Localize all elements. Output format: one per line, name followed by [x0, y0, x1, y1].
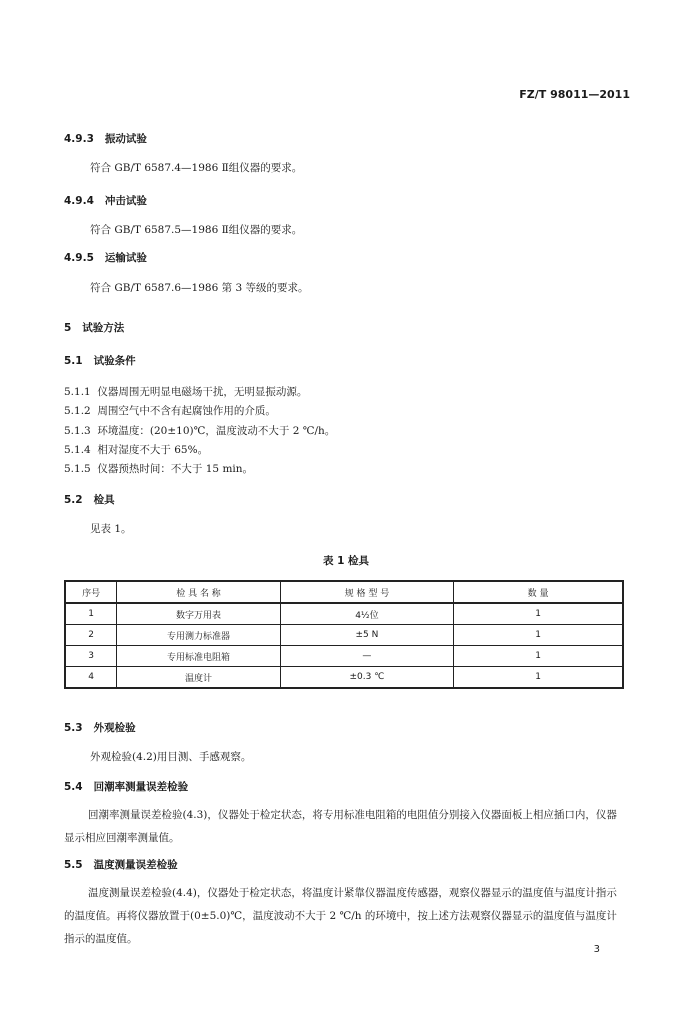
table-header-row	[65, 581, 623, 603]
section-4-9-5-heading	[64, 250, 147, 265]
list-item	[64, 461, 253, 476]
item-number: 5.1.5	[64, 463, 91, 475]
table-row	[65, 603, 623, 625]
table-cell: 数字万用表	[117, 603, 280, 625]
table-cell: ±5 N	[280, 625, 453, 646]
section-number: 5	[64, 322, 72, 334]
table-title: 表 1 检具	[322, 555, 370, 567]
section-title: 运输试验	[104, 252, 147, 264]
section-5-2-text: 见表 1。	[90, 523, 132, 535]
item-number: 5.1.1	[64, 386, 91, 398]
section-title: 冲击试验	[104, 195, 147, 207]
table-cell: —	[280, 646, 453, 667]
table-cell: 1	[65, 603, 117, 625]
section-title: 振动试验	[104, 133, 147, 145]
page-number: 3	[593, 944, 600, 955]
section-4-9-3-text: 符合 GB/T 6587.4—1986 Ⅱ组仪器的要求。	[90, 162, 303, 174]
section-number: 4.9.4	[64, 195, 94, 207]
item-text: 相对湿度不大于 65%。	[97, 444, 209, 456]
section-title: 温度测量误差检验	[93, 859, 178, 871]
table-row	[65, 625, 623, 646]
list-item	[64, 423, 335, 438]
table-cell: 1	[454, 667, 623, 689]
section-5-5-text: 温度测量误差检验(4.4)，仪器处于检定状态，将温度计紧靠仪器温度传感器，观察仪器显示的温度值与温度计指示的温度值。再将仪器放置于(0±5.0)℃，温度波动不大于 2 ℃/h 的环境中，按上述方法观察仪器显示的温度值与温度计指示的温度值。	[64, 887, 617, 945]
section-5-2-heading	[64, 492, 115, 507]
table-cell: 1	[454, 646, 623, 667]
section-5-4-heading	[64, 779, 188, 794]
table-cell: 1	[454, 603, 623, 625]
table-cell: 温度计	[117, 667, 280, 689]
table-cell: 专用标准电阻箱	[117, 646, 280, 667]
section-5-3-text: 外观检验(4.2)用目测、手感观察。	[90, 751, 252, 763]
section-5-4-text: 回潮率测量误差检验(4.3)，仪器处于检定状态，将专用标准电阻箱的电阻值分别接入仪器面板上相应插口内，仪器显示相应回潮率测量值。	[64, 809, 617, 844]
standard-number: FZ/T 98011—2011	[519, 88, 630, 101]
section-4-9-3-heading	[64, 131, 147, 146]
section-5-1-heading	[64, 353, 136, 368]
section-4-9-4-heading	[64, 193, 147, 208]
header-cell: 数 量	[454, 581, 623, 603]
table-row	[65, 667, 623, 689]
section-4-9-4-text: 符合 GB/T 6587.5—1986 Ⅱ组仪器的要求。	[90, 224, 303, 236]
header-cell: 序号	[65, 581, 117, 603]
table-cell: 4	[65, 667, 117, 689]
item-text: 环境温度：(20±10)℃，温度波动不大于 2 ℃/h。	[97, 425, 336, 437]
item-text: 仪器预热时间：不大于 15 min。	[97, 463, 254, 475]
section-number: 4.9.3	[64, 133, 94, 145]
section-number: 5.3	[64, 722, 83, 734]
table-cell: 1	[454, 625, 623, 646]
table-row	[65, 646, 623, 667]
section-title: 外观检验	[93, 722, 136, 734]
header-cell: 检 具 名 称	[117, 581, 280, 603]
section-4-9-5-text: 符合 GB/T 6587.6—1986 第 3 等级的要求。	[90, 282, 309, 294]
item-number: 5.1.4	[64, 444, 91, 456]
table-cell: ±0.3 ℃	[280, 667, 453, 689]
item-text: 周围空气中不含有起腐蚀作用的介质。	[97, 405, 276, 417]
table-cell: 专用测力标准器	[117, 625, 280, 646]
tools-table	[64, 580, 624, 689]
section-number: 5.1	[64, 355, 83, 367]
section-number: 4.9.5	[64, 252, 94, 264]
list-item	[64, 403, 276, 418]
section-title: 试验方法	[82, 322, 125, 334]
list-item	[64, 384, 307, 399]
section-5-5-heading	[64, 857, 178, 872]
section-number: 5.5	[64, 859, 83, 871]
section-5-3-heading	[64, 720, 136, 735]
header-cell: 规 格 型 号	[280, 581, 453, 603]
table-cell: 2	[65, 625, 117, 646]
item-number: 5.1.3	[64, 425, 91, 437]
section-number: 5.4	[64, 781, 83, 793]
item-text: 仪器周围无明显电磁场干扰，无明显振动源。	[97, 386, 308, 398]
section-5-heading	[64, 320, 124, 335]
list-item	[64, 442, 208, 457]
section-title: 回潮率测量误差检验	[93, 781, 189, 793]
section-title: 检具	[93, 494, 115, 506]
section-number: 5.2	[64, 494, 83, 506]
item-number: 5.1.2	[64, 405, 91, 417]
table-cell: 4½位	[280, 603, 453, 625]
section-title: 试验条件	[93, 355, 136, 367]
table-cell: 3	[65, 646, 117, 667]
